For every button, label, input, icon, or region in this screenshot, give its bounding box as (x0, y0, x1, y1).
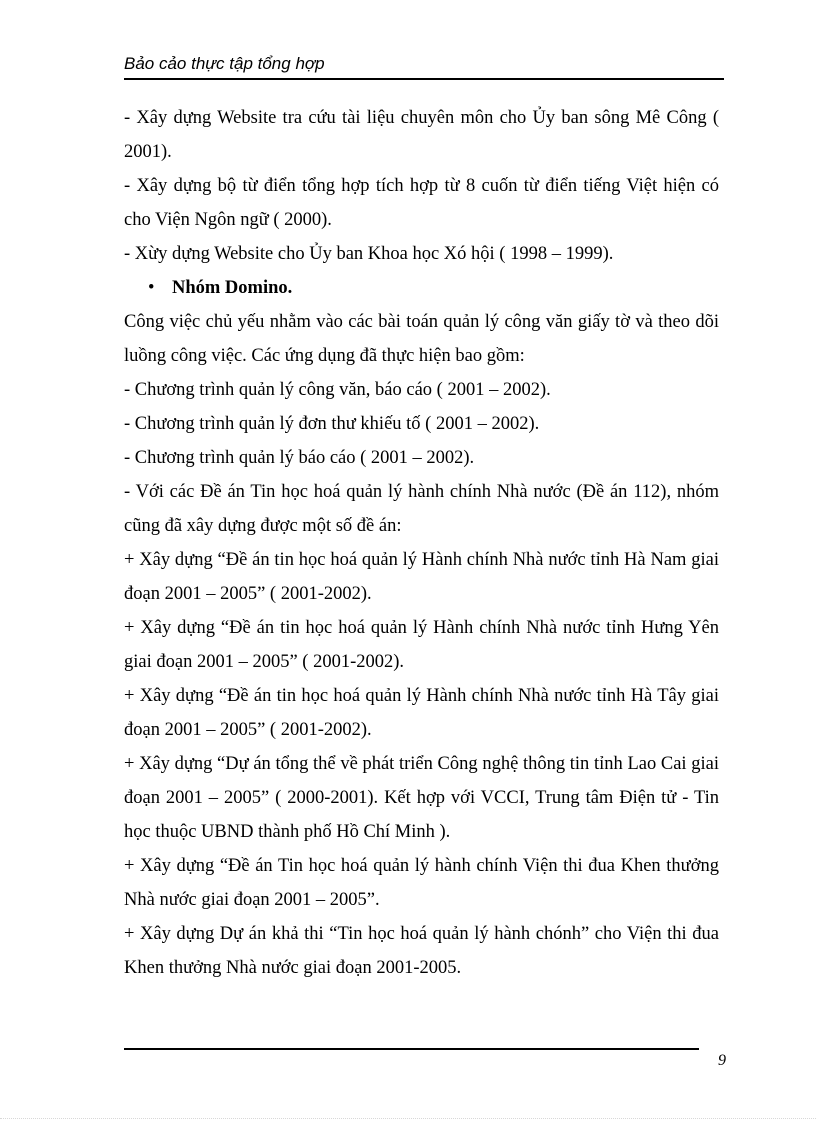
document-body (124, 101, 719, 985)
paragraph: + Xây dựng “Đề án Tin học hoá quản lý hành chính Viện thi đua Khen thưởng Nhà nước giai đoạn 2001 – 2005”. (124, 856, 719, 910)
paragraph: - Chương trình quản lý báo cáo ( 2001 – 2002). (124, 448, 475, 468)
page-bottom-edge (0, 1118, 816, 1119)
paragraph: - Xây dựng bộ từ điển tổng hợp tích hợp từ 8 cuốn từ điển tiếng Việt hiện có cho Viện Ngôn ngữ ( 2000). (124, 176, 719, 230)
paragraph: + Xây dựng “Đề án tin học hoá quản lý Hành chính Nhà nước tỉnh Hà Nam giai đoạn 2001 – 2005” ( 2001-2002). (124, 550, 719, 604)
section-heading-domino (124, 271, 719, 305)
bullet-icon: • (148, 278, 155, 298)
page-number: 9 (718, 1052, 726, 1069)
paragraph: - Với các Đề án Tin học hoá quản lý hành chính Nhà nước (Đề án 112), nhóm cũng đã xây dựng được một số đề án: (124, 482, 719, 536)
footer-divider (124, 1048, 699, 1050)
paragraph: - Xừy dựng Website cho Ủy ban Khoa học Xó hội ( 1998 – 1999). (124, 244, 614, 264)
page-header (124, 52, 724, 80)
paragraph: + Xây dựng Dự án khả thi “Tin học hoá quản lý hành chónh” cho Viện thi đua Khen thưởng Nhà nước giai đoạn 2001-2005. (124, 924, 719, 978)
paragraph: + Xây dựng “Đề án tin học hoá quản lý Hành chính Nhà nước tỉnh Hà Tây giai đoạn 2001 – 2005” ( 2001-2002). (124, 686, 719, 740)
header-title: Bảo cảo thực tập tổng hợp (124, 54, 325, 73)
paragraph: Công việc chủ yếu nhằm vào các bài toán quản lý công văn giấy tờ và theo dõi luồng công việc. Các ứng dụng đã thực hiện bao gồm: (124, 312, 719, 366)
paragraph: + Xây dựng “Dự án tổng thể về phát triển Công nghệ thông tin tỉnh Lao Cai giai đoạn 2001 – 2005” ( 2000-2001). Kết hợp với VCCI, Trung tâm Điện tử - Tin học thuộc UBND thành phố Hồ Chí Minh ). (124, 754, 719, 842)
section-heading-text: Nhóm Domino. (172, 278, 293, 298)
paragraph: + Xây dựng “Đề án tin học hoá quản lý Hành chính Nhà nước tỉnh Hưng Yên giai đoạn 2001 – 2005” ( 2001-2002). (124, 618, 719, 672)
paragraph: - Chương trình quản lý công văn, báo cáo ( 2001 – 2002). (124, 380, 551, 400)
paragraph: - Xây dựng Website tra cứu tài liệu chuyên môn cho Ủy ban sông Mê Công ( 2001). (124, 108, 719, 162)
paragraph: - Chương trình quản lý đơn thư khiếu tố ( 2001 – 2002). (124, 414, 540, 434)
